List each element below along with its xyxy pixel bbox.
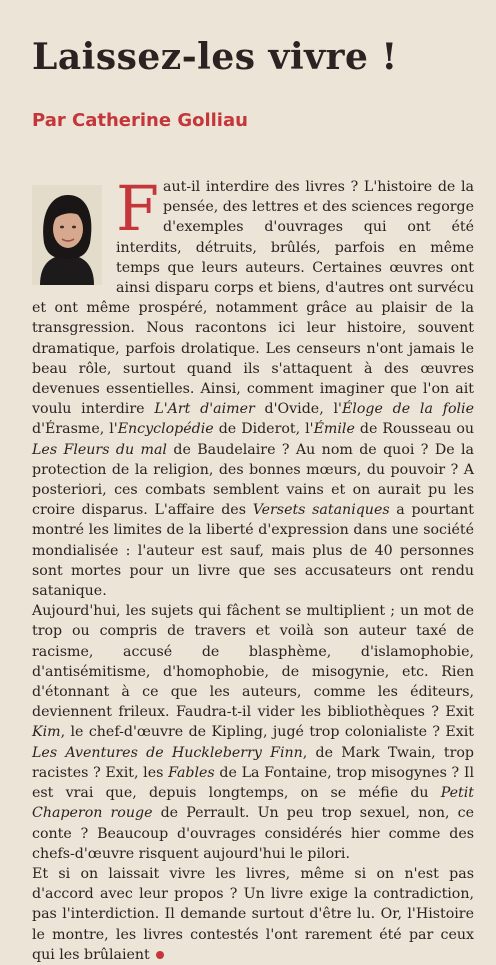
italic-title: Les Fleurs du mal xyxy=(32,441,167,458)
italic-title: Encyclopédie xyxy=(117,421,214,438)
end-mark-dot xyxy=(156,951,164,959)
italic-title: Éloge de la folie xyxy=(341,401,474,418)
author-byline: Par Catherine Golliau xyxy=(32,110,248,131)
drop-cap: F xyxy=(116,172,160,245)
author-portrait xyxy=(32,185,102,285)
italic-title: Les Aventures de Huckleberry Finn xyxy=(32,744,303,761)
article-title: Laissez-les vivre ! xyxy=(32,36,398,78)
article-paragraph: Et si on laissait vivre les livres, même si on n'est pas d'accord avec leur propos ? Un livre exige la contradiction, pas l'interdiction. Il demande surtout d'être lu. Or, l'Histoire le montre, les livres contestés l'ont rarement été par ceux qui les brûlaient xyxy=(32,865,474,963)
italic-title: Émile xyxy=(313,421,355,438)
article-body xyxy=(32,172,474,965)
article-paragraph: aut-il interdire des livres ? L'histoire de la pensée, des lettres et des sciences regorge d'exemples d'ouvrages qui ont été interdits, détruits, brûlés, parfois en même temps que leurs auteurs. Certaines œuvres ont ainsi disparu corps et biens, d'autres ont survécu et ont même prospéré, notamment grâce au plaisir de la transgression. Nous racontons ici leur histoire, souvent dramatique, parfois drolatique. Les censeurs n'ont jamais le beau rôle, surtout quand ils s'attaquent à des œuvres devenues essentielles. Ainsi, comment imaginer que l'on ait voulu interdire L'Art d'aimer d'Ovide, l'Éloge de la folie d'Érasme, l'Encyclopédie de Diderot, l'Émile de Rousseau ou Les Fleurs du mal de Baudelaire ? Au nom de quoi ? De la protection de la religion, des bonnes mœurs, du pouvoir ? A posteriori, ces combats semblent vains et on aurait pu les croire disparus. L'affaire des Versets sataniques a pourtant montré les limites de la liberté d'expression dans une société mondialisée : l'auteur est sauf, mais plus de 40 personnes sont mortes pour un livre que ses accusateurs ont rendu satanique. xyxy=(32,179,474,600)
italic-title: Kim xyxy=(32,724,61,741)
italic-title: Petit Chaperon rouge xyxy=(32,785,474,822)
italic-title: Fables xyxy=(168,764,215,781)
article-paragraph: Aujourd'hui, les sujets qui fâchent se multiplient ; un mot de trop ou compris de travers et voilà son auteur taxé de racisme, accusé de blasphème, d'islamophobie, d'antisémitisme, d'homophobie, de misogynie, etc. Rien d'étonnant à ce que les auteurs, comme les éditeurs, deviennent frileux. Faudra-t-il vider les bibliothèques ? Exit Kim, le chef-d'œuvre de Kipling, jugé trop colonialiste ? Exit Les Aventures de Huckleberry Finn, de Mark Twain, trop racistes ? Exit, les Fables de La Fontaine, trop misogynes ? Il est vrai que, depuis longtemps, on se méfie du Petit Chaperon rouge de Perrault. Un peu trop sexuel, non, ce conte ? Beaucoup d'ouvrages considérés hier comme des chefs-d'œuvre risquent aujourd'hui le pilori. xyxy=(32,603,474,862)
italic-title: L'Art d'aimer xyxy=(154,401,255,418)
italic-title: Versets sataniques xyxy=(252,502,390,519)
